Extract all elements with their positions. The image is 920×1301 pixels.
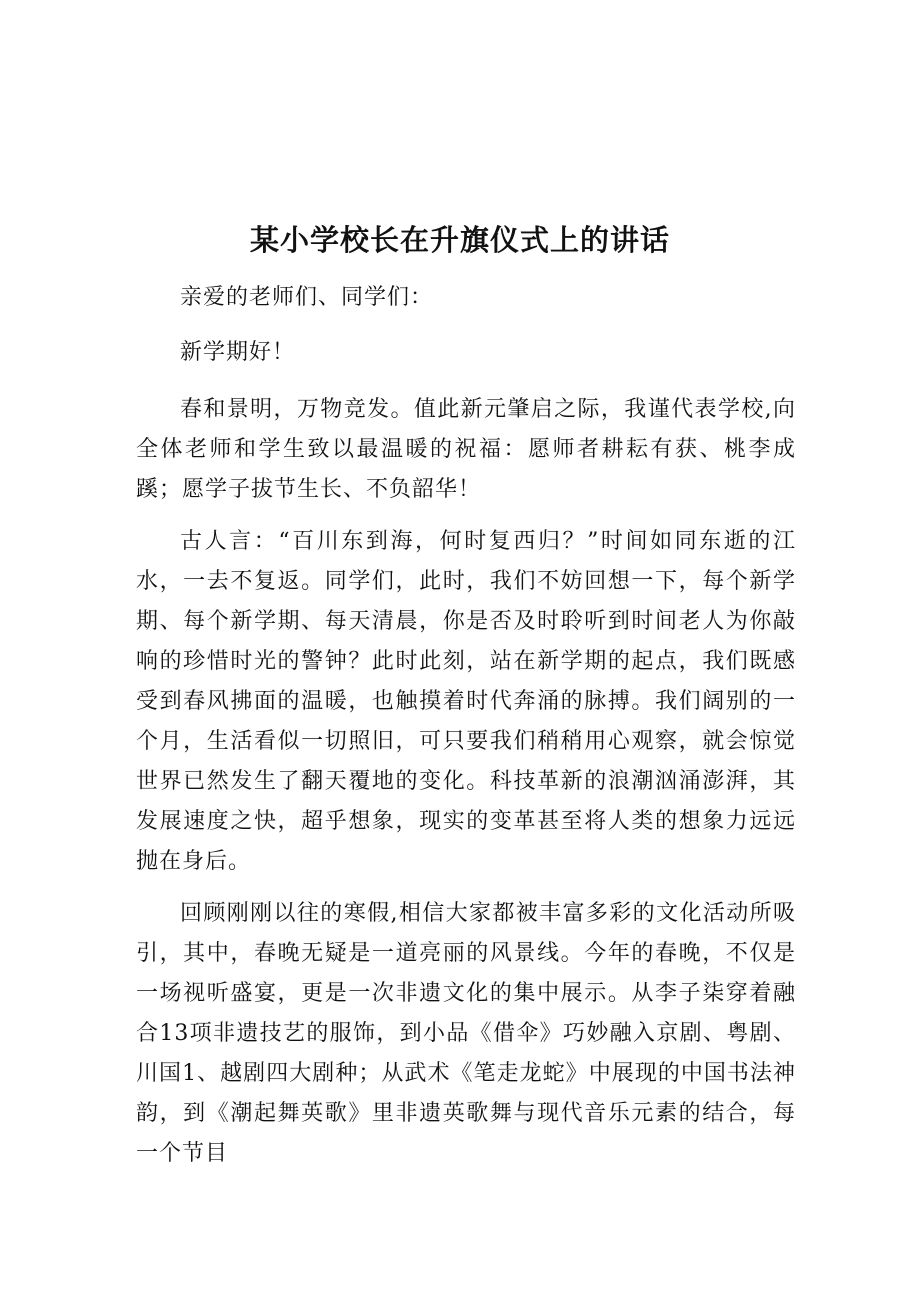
- paragraph-time: 古人言：“百川东到海，何时复西归？”时间如同东逝的江水，一去不复返。同学们，此时，我们不妨回想一下，每个新学期、每个新学期、每天清晨，你是否及时聆听到时间老人为你敲响的珍惜时光的警钟？此时此刻，站在新学期的起点，我们既感受到春风拂面的温暖，也触摸着时代奔涌的脉搏。我们阔别的一个月，生活看似一切照旧，可只要我们稍稍用心观察，就会惊觉世界已然发生了翻天覆地的变化。科技革新的浪潮汹涌澎湃，其发展速度之快，超乎想象，现实的变革甚至将人类的想象力远远抛在身后。: [136, 529, 796, 874]
- document-body: [136, 278, 796, 1174]
- greeting: 新学期好！: [180, 340, 296, 365]
- salutation: 亲爱的老师们、同学们：: [180, 285, 434, 310]
- document-title: 某小学校长在升旗仪式上的讲话: [249, 223, 670, 257]
- paragraph-blessing: 春和景明，万物竞发。值此新元肇启之际，我谨代表学校,向全体老师和学生致以最温暖的祝福：愿师者耕耘有获、桃李成蹊；愿学子拔节生长、不负韶华！: [136, 397, 796, 502]
- paragraph-winter-break: 回顾刚刚以往的寒假,相信大家都被丰富多彩的文化活动所吸引，其中，春晚无疑是一道亮丽的风景线。今年的春晚，不仅是一场视听盛宴，更是一次非遗文化的集中展示。从李子柒穿着融合13项非遗技艺的服饰，到小品《借伞》巧妙融入京剧、粤剧、川国1、越剧四大剧种；从武术《笔走龙蛇》中展现的中国书法神韵，到《潮起舞英歌》里非遗英歌舞与现代音乐元素的结合，每一个节目: [136, 901, 796, 1166]
